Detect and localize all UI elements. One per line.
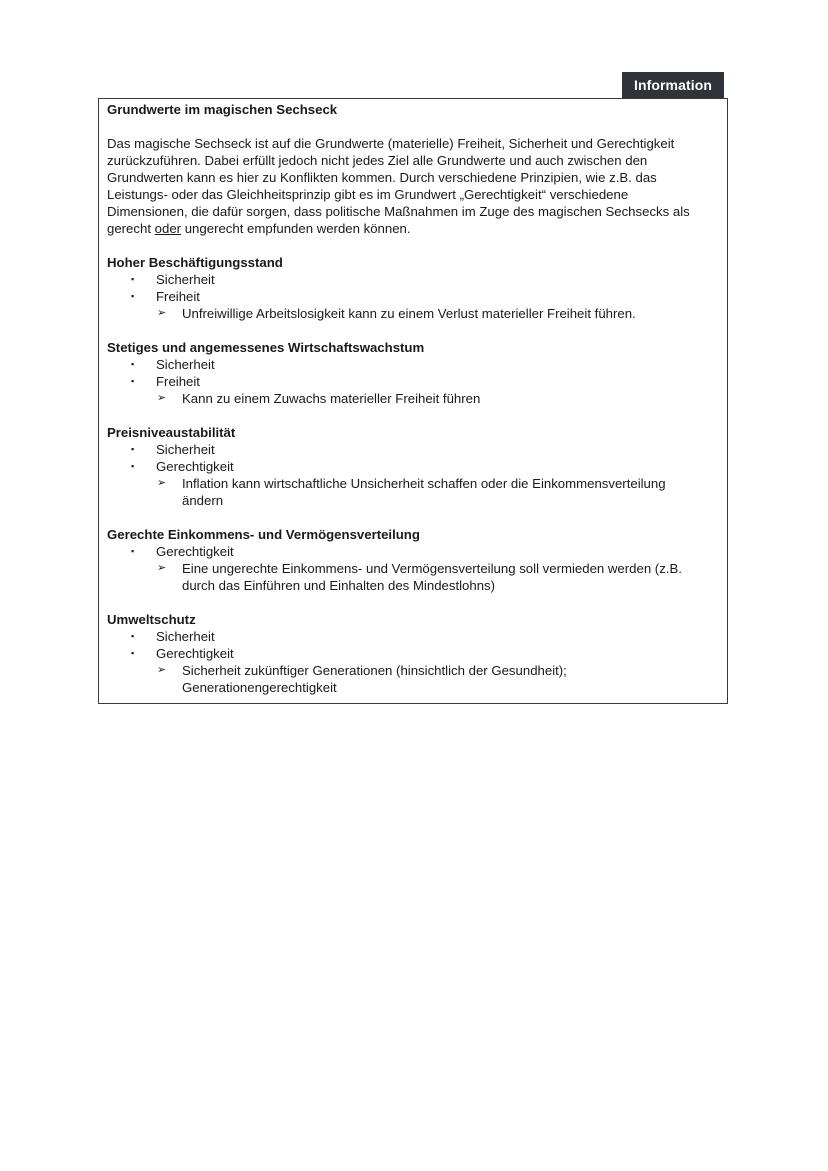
arrow-item-continued [107,679,719,696]
intro-text: gerecht [107,221,155,236]
section-beschaeftigung [107,254,719,322]
bullet-icon: ▪ [131,291,135,301]
section-title: Gerechte Einkommens- und Vermögensverteilung [107,527,420,542]
arrow-text: durch das Einführen und Einhalten des Mindestlohns) [182,578,496,593]
section-einkommensverteilung [107,526,719,594]
intro-line: Leistungs- oder das Gleichheitsprinzip gibt es im Grundwert „Gerechtigkeit“ verschiedene [107,187,629,202]
bullet-label: Freiheit [156,289,200,304]
bullet-item [107,458,719,475]
arrow-text: Unfreiwillige Arbeitslosigkeit kann zu einem Verlust materieller Freiheit führen. [182,306,636,321]
intro-line: Das magische Sechseck ist auf die Grundwerte (materielle) Freiheit, Sicherheit und Gerechtigkeit [107,136,675,151]
bullet-icon: ▪ [131,546,135,556]
section-umweltschutz [107,611,719,696]
bullet-icon: ▪ [131,648,135,658]
intro-line: Grundwerten kann es hier zu Konflikten kommen. Durch verschiedene Prinzipien, wie z.B. das [107,170,657,185]
arrow-icon: ➢ [157,562,167,574]
bullet-label: Sicherheit [156,442,215,457]
arrow-item [107,662,719,679]
arrow-item-continued [107,492,719,509]
arrow-item [107,475,719,492]
bullet-label: Sicherheit [156,272,215,287]
bullet-label: Sicherheit [156,357,215,372]
bullet-label: Freiheit [156,374,200,389]
bullet-icon: ▪ [131,359,135,369]
section-title: Umweltschutz [107,612,196,627]
arrow-text: ändern [182,493,224,508]
intro-line: zurückzuführen. Dabei erfüllt jedoch nicht jedes Ziel alle Grundwerte und auch zwischen den [107,153,648,168]
arrow-text: Generationengerechtigkeit [182,680,337,695]
intro-text: ungerecht empfunden werden können. [181,221,411,236]
section-title: Stetiges und angemessenes Wirtschaftswachstum [107,340,425,355]
bullet-icon: ▪ [131,631,135,641]
arrow-item [107,560,719,577]
bullet-item [107,543,719,560]
arrow-item-continued [107,577,719,594]
arrow-text: Eine ungerechte Einkommens- und Vermögensverteilung soll vermieden werden (z.B. [182,561,682,576]
bullet-icon: ▪ [131,376,135,386]
intro-line [107,220,719,237]
bullet-item [107,271,719,288]
bullet-label: Gerechtigkeit [156,646,234,661]
intro-underlined-word: oder [154,221,182,236]
arrow-icon: ➢ [157,392,167,404]
box-title: Grundwerte im magischen Sechseck [107,102,338,117]
arrow-icon: ➢ [157,477,167,489]
bullet-label: Gerechtigkeit [156,459,234,474]
bullet-icon: ▪ [131,461,135,471]
arrow-text: Kann zu einem Zuwachs materieller Freiheit führen [182,391,481,406]
bullet-item [107,441,719,458]
intro-line: Dimensionen, die dafür sorgen, dass politische Maßnahmen im Zuge des magischen Sechsecks als [107,204,690,219]
section-title: Preisniveaustabilität [107,425,236,440]
arrow-item [107,390,719,407]
bullet-item [107,628,719,645]
arrow-icon: ➢ [157,307,167,319]
bullet-item [107,288,719,305]
arrow-text: Inflation kann wirtschaftliche Unsicherheit schaffen oder die Einkommensverteilung [182,476,666,491]
section-title: Hoher Beschäftigungsstand [107,255,283,270]
bullet-item [107,356,719,373]
bullet-label: Gerechtigkeit [156,544,234,559]
bullet-icon: ▪ [131,444,135,454]
arrow-icon: ➢ [157,664,167,676]
bullet-item [107,373,719,390]
info-box [98,98,728,704]
bullet-item [107,645,719,662]
section-preisniveau [107,424,719,509]
bullet-label: Sicherheit [156,629,215,644]
information-tab: Information [622,72,724,99]
intro-paragraph [107,135,719,237]
arrow-text: Sicherheit zukünftiger Generationen (hinsichtlich der Gesundheit); [182,663,567,678]
section-wirtschaftswachstum [107,339,719,407]
bullet-icon: ▪ [131,274,135,284]
arrow-item [107,305,719,322]
